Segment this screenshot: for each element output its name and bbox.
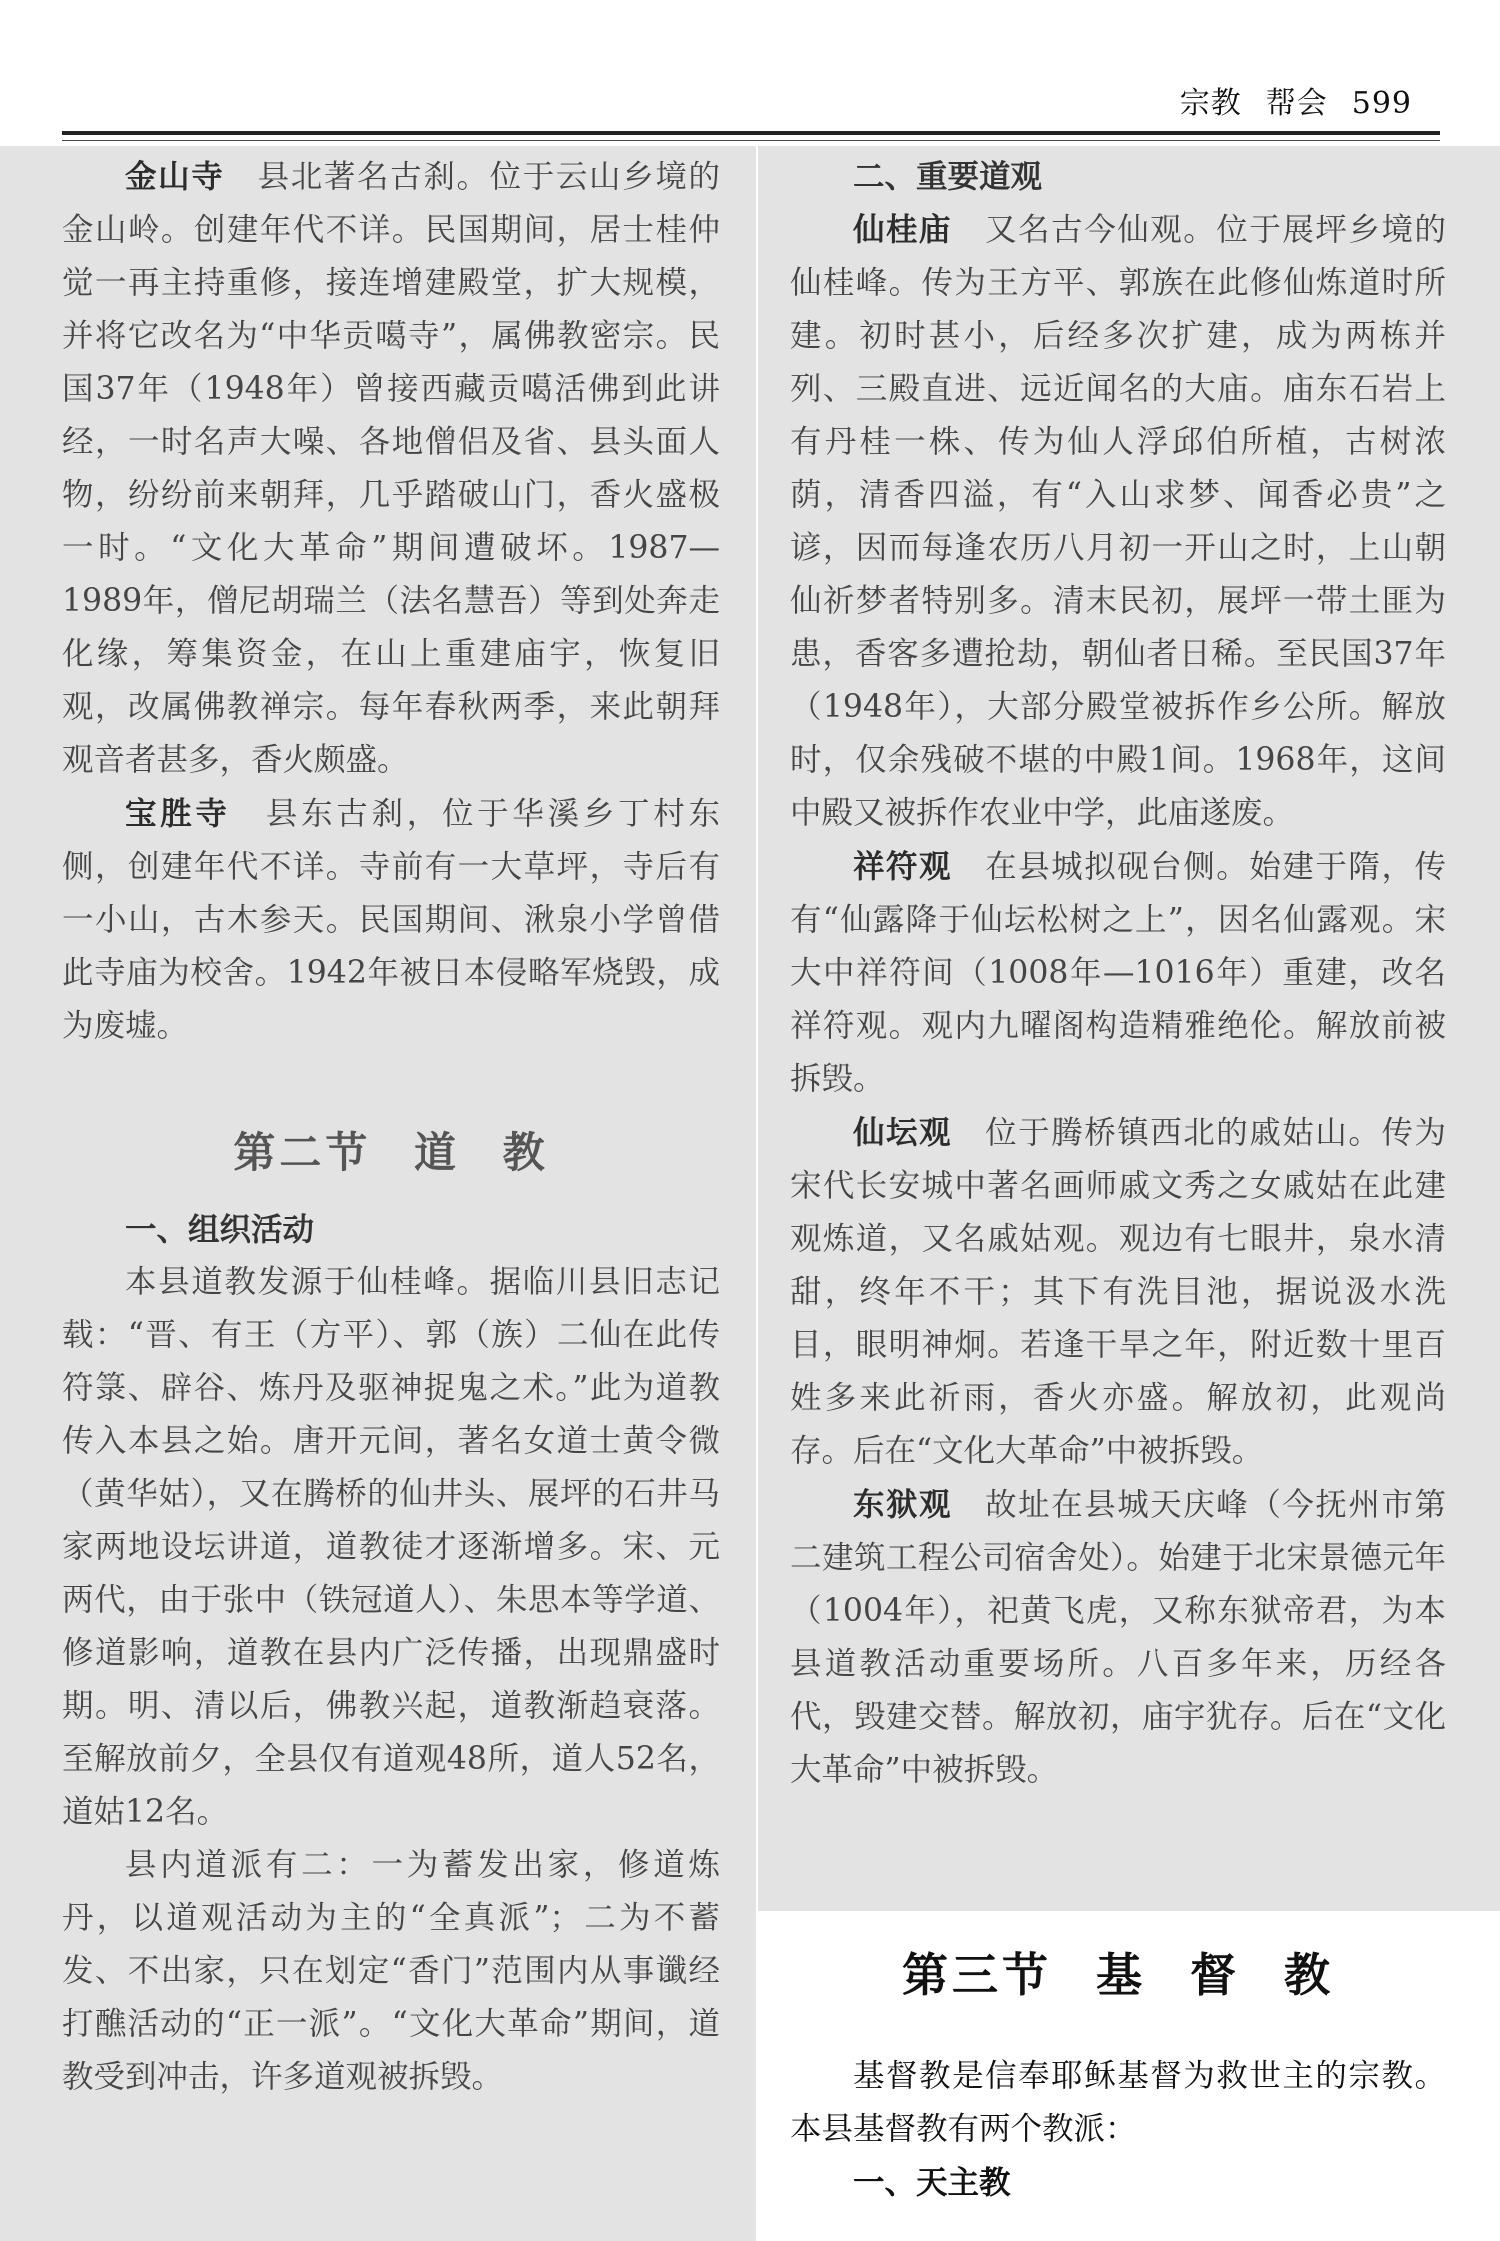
- left-column: [62, 150, 720, 2104]
- paragraph-dongyue-temple: [790, 1478, 1446, 1797]
- paragraph-xiangui-temple: [790, 203, 1446, 840]
- entry-text: 位于腾桥镇西北的戚姑山。传为宋代长安城中著名画师戚文秀之女戚姑在此建观炼道，又名戚姑观。观边有七眼井，泉水清甜，终年不干；其下有洗目池，据说汲水洗目，眼明神炯。若逢干旱之年，附近数十里百姓多来此祈雨，香火亦盛。解放初，此观尚存。后在“文化大革命”中被拆毁。: [790, 1115, 1446, 1469]
- entry-keyword: 金山寺: [125, 158, 225, 195]
- section-title-christianity: [790, 1930, 1446, 2020]
- christianity-section: [790, 1930, 1446, 2209]
- entry-keyword: 东狱观: [853, 1486, 953, 1523]
- header-rule-thin: [62, 140, 1440, 141]
- section-word: 教: [1284, 1948, 1335, 2002]
- entry-keyword: 宝胜寺: [125, 795, 231, 832]
- entry-text: 又名古今仙观。位于展坪乡境的仙桂峰。传为王方平、郭族在此修仙炼道时所建。初时甚小，后经多次扩建，成为两栋并列、三殿直进、远近闻名的大庙。庙东石岩上有丹桂一株、传为仙人浮邱伯所植，古树浓荫，清香四溢，有“入山求梦、闻香必贵”之谚，因而每逢农历八月初一开山之时，上山朝仙祈梦者特别多。清末民初，展坪一带土匪为患，香客多遭抢劫，朝仙者日稀。至民国37年（1948年），大部分殿堂被拆作乡公所。解放时，仅余残破不堪的中殿1间。1968年，这间中殿又被拆作农业中学，此庙遂废。: [790, 212, 1446, 831]
- section-word: 教: [502, 1128, 549, 1177]
- section-title-taoism: [62, 1103, 720, 1203]
- entry-text: 县东古刹，位于华溪乡丁村东侧，创建年代不详。寺前有一大草坪，寺后有一小山，古木参天。民国期间、湫泉小学曾借此寺庙为校舍。1942年被日本侵略军烧毁，成为废墟。: [62, 796, 720, 1044]
- section-word: 督: [1190, 1948, 1240, 2002]
- entry-text: 故址在县城天庆峰（今抚州市第二建筑工程公司宿舍处）。始建于北宋景德元年（1004年），祀黄飞虎，又称东狱帝君，为本县道教活动重要场所。八百多年来，历经各代，毁建交替。解放初，庙宇犹存。后在“文化大革命”中被拆毁。: [790, 1487, 1446, 1788]
- right-column: [790, 150, 1446, 1797]
- spacer: [62, 1053, 720, 1103]
- paragraph-xiangfu-temple: [790, 840, 1446, 1106]
- subheading-important-temples: 二、重要道观: [853, 158, 1043, 195]
- entry-keyword: 仙桂庙: [853, 211, 953, 248]
- paragraph-jinshan-temple: [62, 150, 720, 787]
- paragraph-xiantan-temple: [790, 1106, 1446, 1478]
- header-section: 宗教: [1179, 86, 1242, 121]
- subheading-catholicism: 一、天主教: [853, 2164, 1011, 2201]
- paragraph-taoism-origin: 本县道教发源于仙桂峰。据临川县旧志记载：“晋、有王（方平）、郭（族）二仙在此传符箓、辟谷、炼丹及驱神捉鬼之术。”此为道教传入本县之始。唐开元间，著名女道士黄令微（黄华姑），又在腾桥的仙井头、展坪的石井马家两地设坛讲道，道教徒才逐渐增多。宋、元两代，由于张中（铁冠道人）、朱思本等学道、修道影响，道教在县内广泛传播，出现鼎盛时期。明、清以后，佛教兴起，道教渐趋衰落。至解放前夕，全县仅有道观48所，道人52名，道姑12名。: [62, 1264, 720, 1830]
- section-number: 第二节: [233, 1128, 372, 1177]
- section-word: 道: [413, 1128, 460, 1177]
- subheading-organization: 一、组织活动: [125, 1211, 315, 1248]
- header-rule-thick: [62, 131, 1440, 135]
- page-number: 599: [1351, 86, 1412, 121]
- entry-text: 县北著名古刹。位于云山乡境的金山岭。创建年代不详。民国期间，居士桂仲觉一再主持重修，接连增建殿堂，扩大规模，并将它改名为“中华贡噶寺”，属佛教密宗。民国37年（1948年）曾接西藏贡噶活佛到此讲经，一时名声大噪、各地僧侣及省、县头面人物，纷纷前来朝拜，几乎踏破山门，香火盛极一时。“文化大革命”期间遭破坏。1987—1989年，僧尼胡瑞兰（法名慧吾）等到处奔走化缘，筹集资金，在山上重建庙宇，恢复旧观，改属佛教禅宗。每年春秋两季，来此朝拜观音者甚多，香火颇盛。: [62, 159, 720, 778]
- page-header: [0, 0, 1500, 140]
- header-chapter: 帮会: [1265, 86, 1328, 121]
- entry-keyword: 仙坛观: [853, 1114, 953, 1151]
- paragraph-baosheng-temple: [62, 787, 720, 1053]
- section-word: 基: [1095, 1948, 1146, 2002]
- running-header: [1156, 78, 1412, 122]
- spacer: [790, 2020, 1446, 2050]
- entry-keyword: 祥符观: [853, 848, 953, 885]
- entry-text: 在县城拟砚台侧。始建于隋，传有“仙露降于仙坛松树之上”，因名仙露观。宋大中祥符间（1008年—1016年）重建，改名祥符观。观内九曜阁构造精雅绝伦。解放前被拆毁。: [790, 849, 1446, 1097]
- section-number: 第三节: [901, 1948, 1052, 2002]
- paragraph-christianity-intro: 基督教是信奉耶稣基督为救世主的宗教。本县基督教有两个教派：: [790, 2058, 1446, 2147]
- paragraph-taoism-sects: 县内道派有二：一为蓄发出家，修道炼丹，以道观活动为主的“全真派”；二为不蓄发、不出家，只在划定“香门”范围内从事谶经打醮活动的“正一派”。“文化大革命”期间，道教受到冲击，许多道观被拆毁。: [62, 1847, 720, 2095]
